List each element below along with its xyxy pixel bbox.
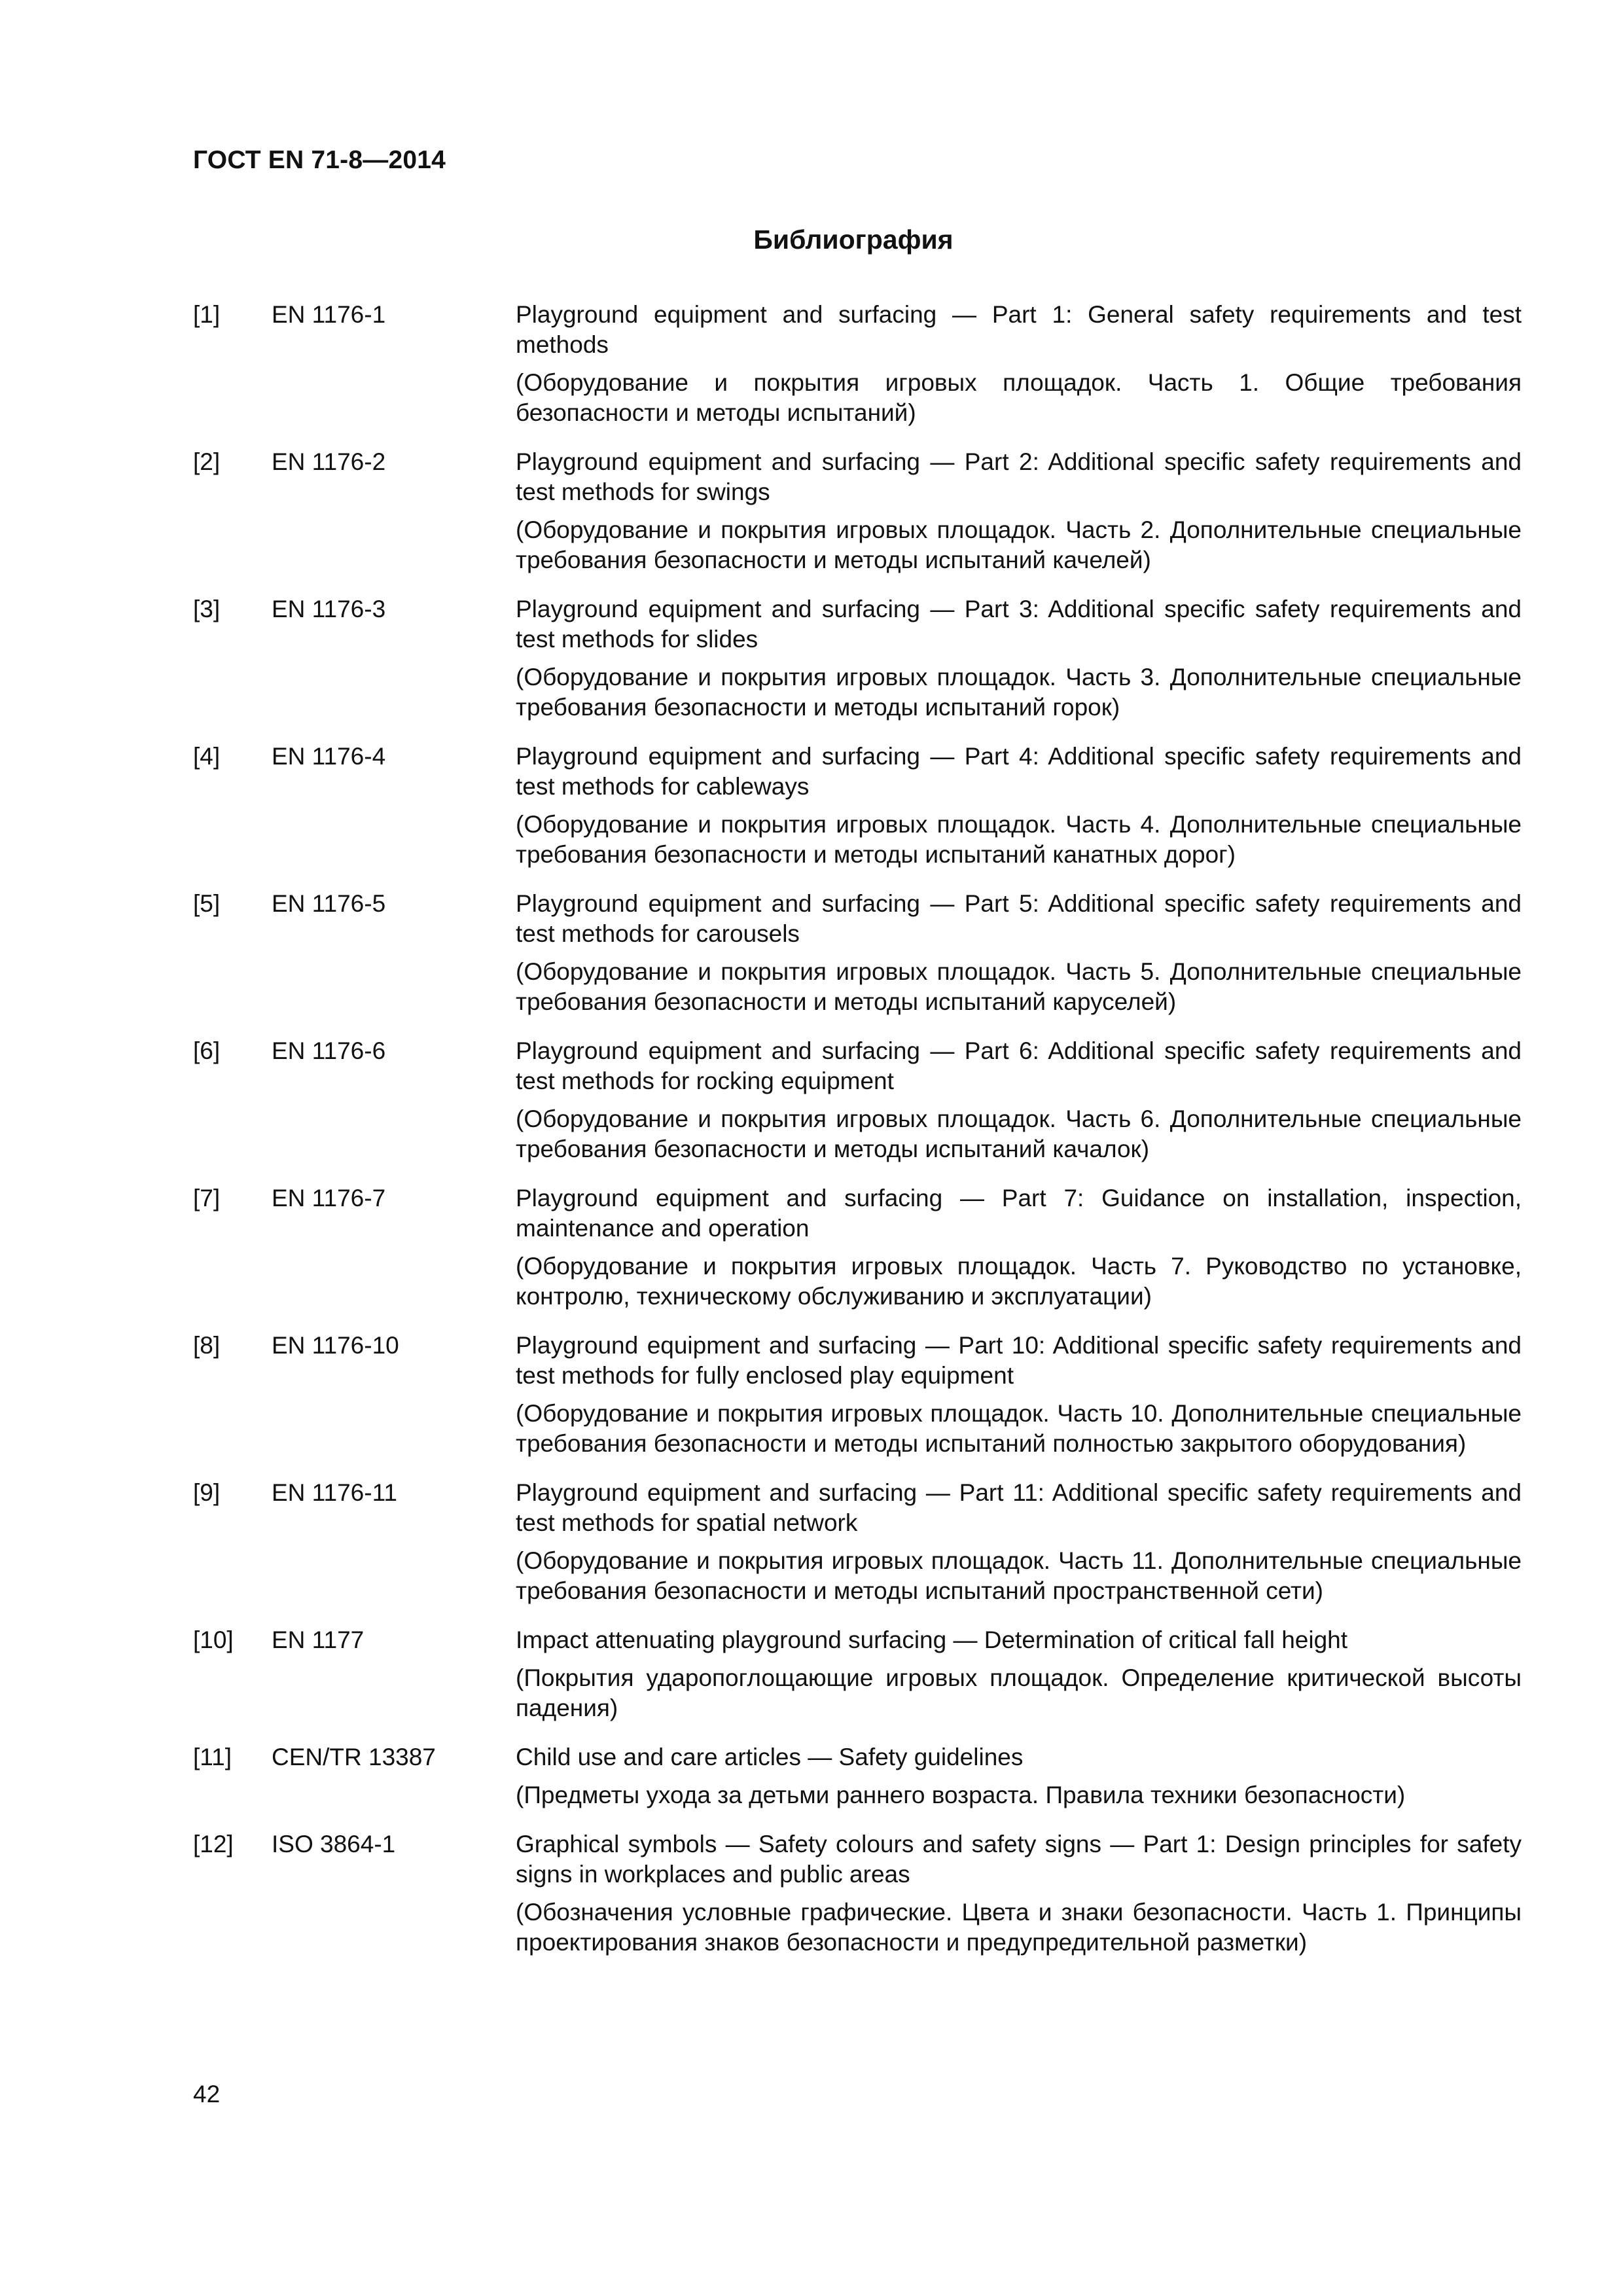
standard-code: EN 1176-1 <box>272 301 386 328</box>
bibliography-entry <box>193 1829 1522 1958</box>
title-english: Graphical symbols — Safety colours and safety signs — Part 1: Design principles for safety signs in workplaces and public areas <box>516 1831 1522 1888</box>
title-russian: (Оборудование и покрытия игровых площадок. Часть 10. Дополнительные специальные требования безопасности и методы испытаний полностью закрытого оборудования) <box>516 1400 1522 1457</box>
bibliography-entry <box>193 1331 1522 1459</box>
standard-code: EN 1177 <box>272 1626 365 1653</box>
title-russian: (Оборудование и покрытия игровых площадок. Часть 7. Руководство по установке, контролю, техническому обслуживанию и эксплуатации) <box>516 1253 1522 1310</box>
title-russian: (Оборудование и покрытия игровых площадок. Часть 3. Дополнительные специальные требования безопасности и методы испытаний горок) <box>516 664 1522 721</box>
title-english: Playground equipment and surfacing — Part 11: Additional specific safety requirements and test methods for spatial network <box>516 1479 1522 1536</box>
entry-number: [9] <box>193 1479 221 1506</box>
entry-number: [7] <box>193 1185 221 1211</box>
standard-code: EN 1176-7 <box>272 1185 386 1211</box>
bibliography-entry <box>193 1478 1522 1606</box>
bibliography-entry <box>193 1036 1522 1164</box>
entry-number: [11] <box>193 1744 232 1770</box>
standard-code: EN 1176-4 <box>272 743 386 770</box>
entry-text <box>516 1742 1522 1810</box>
entry-number: [1] <box>193 301 221 328</box>
entry-text <box>516 1829 1522 1958</box>
standard-code: EN 1176-5 <box>272 890 386 917</box>
entry-number: [3] <box>193 596 221 622</box>
entry-text <box>516 1183 1522 1312</box>
bibliography-entry <box>193 594 1522 723</box>
entry-text <box>516 594 1522 723</box>
title-russian: (Покрытия ударопоглощающие игровых площадок. Определение критической высоты падения) <box>516 1664 1522 1721</box>
title-russian: (Обозначения условные графические. Цвета и знаки безопасности. Часть 1. Принципы проектирования знаков безопасности и предупредительной разметки) <box>516 1899 1522 1956</box>
entry-text <box>516 447 1522 575</box>
bibliography-entry <box>193 1625 1522 1723</box>
title-english: Impact attenuating playground surfacing — Determination of critical fall height <box>516 1626 1348 1653</box>
entry-text <box>516 889 1522 1017</box>
entry-number: [2] <box>193 448 221 475</box>
standard-code: EN 1176-11 <box>272 1479 397 1506</box>
entry-number: [4] <box>193 743 221 770</box>
title-russian: (Оборудование и покрытия игровых площадок. Часть 2. Дополнительные специальные требования безопасности и методы испытаний качелей) <box>516 516 1522 573</box>
standard-code: CEN/TR 13387 <box>272 1744 436 1770</box>
title-russian: (Оборудование и покрытия игровых площадок. Часть 6. Дополнительные специальные требования безопасности и методы испытаний качалок) <box>516 1105 1522 1162</box>
entry-text <box>516 742 1522 870</box>
title-english: Child use and care articles — Safety guidelines <box>516 1744 1024 1770</box>
standard-code: EN 1176-2 <box>272 448 386 475</box>
title-english: Playground equipment and surfacing — Part 5: Additional specific safety requirements and test methods for carousels <box>516 890 1522 947</box>
title-english: Playground equipment and surfacing — Part 6: Additional specific safety requirements and test methods for rocking equipment <box>516 1037 1522 1094</box>
entry-number: [10] <box>193 1626 234 1653</box>
entry-text <box>516 1478 1522 1606</box>
bibliography-entry <box>193 1742 1522 1810</box>
standard-code: ISO 3864-1 <box>272 1831 396 1857</box>
bibliography-entry <box>193 889 1522 1017</box>
bibliography-entry <box>193 447 1522 575</box>
entry-number: [8] <box>193 1332 221 1359</box>
document-code: ГОСТ EN 71-8—2014 <box>193 146 446 174</box>
entry-text <box>516 1331 1522 1459</box>
entry-number: [12] <box>193 1831 234 1857</box>
standard-code: EN 1176-3 <box>272 596 386 622</box>
entry-text <box>516 1036 1522 1164</box>
bibliography-entry <box>193 742 1522 870</box>
entry-number: [5] <box>193 890 221 917</box>
title-english: Playground equipment and surfacing — Part 3: Additional specific safety requirements and test methods for slides <box>516 596 1522 653</box>
title-russian: (Оборудование и покрытия игровых площадок. Часть 11. Дополнительные специальные требования безопасности и методы испытаний пространственной сети) <box>516 1547 1522 1604</box>
bibliography-list <box>193 300 1522 1977</box>
standard-code: EN 1176-10 <box>272 1332 399 1359</box>
title-english: Playground equipment and surfacing — Part 7: Guidance on installation, inspection, maintenance and operation <box>516 1185 1522 1242</box>
title-russian: (Оборудование и покрытия игровых площадок. Часть 4. Дополнительные специальные требования безопасности и методы испытаний канатных дорог) <box>516 811 1522 868</box>
page-title: Библиография <box>753 224 954 255</box>
entry-text <box>516 300 1522 428</box>
title-russian: (Оборудование и покрытия игровых площадок. Часть 1. Общие требования безопасности и методы испытаний) <box>516 369 1522 426</box>
title-russian: (Оборудование и покрытия игровых площадок. Часть 5. Дополнительные специальные требования безопасности и методы испытаний каруселей) <box>516 958 1522 1015</box>
entry-text <box>516 1625 1522 1723</box>
entry-number: [6] <box>193 1037 221 1064</box>
title-english: Playground equipment and surfacing — Part 1: General safety requirements and test methods <box>516 301 1522 358</box>
title-english: Playground equipment and surfacing — Part 2: Additional specific safety requirements and test methods for swings <box>516 448 1522 505</box>
bibliography-entry <box>193 300 1522 428</box>
title-english: Playground equipment and surfacing — Part 4: Additional specific safety requirements and test methods for cableways <box>516 743 1522 800</box>
title-russian: (Предметы ухода за детьми раннего возраста. Правила техники безопасности) <box>516 1782 1406 1808</box>
standard-code: EN 1176-6 <box>272 1037 386 1064</box>
title-english: Playground equipment and surfacing — Part 10: Additional specific safety requirements and test methods for fully enclosed play equipment <box>516 1332 1522 1389</box>
bibliography-entry <box>193 1183 1522 1312</box>
page-number: 42 <box>193 2081 221 2108</box>
